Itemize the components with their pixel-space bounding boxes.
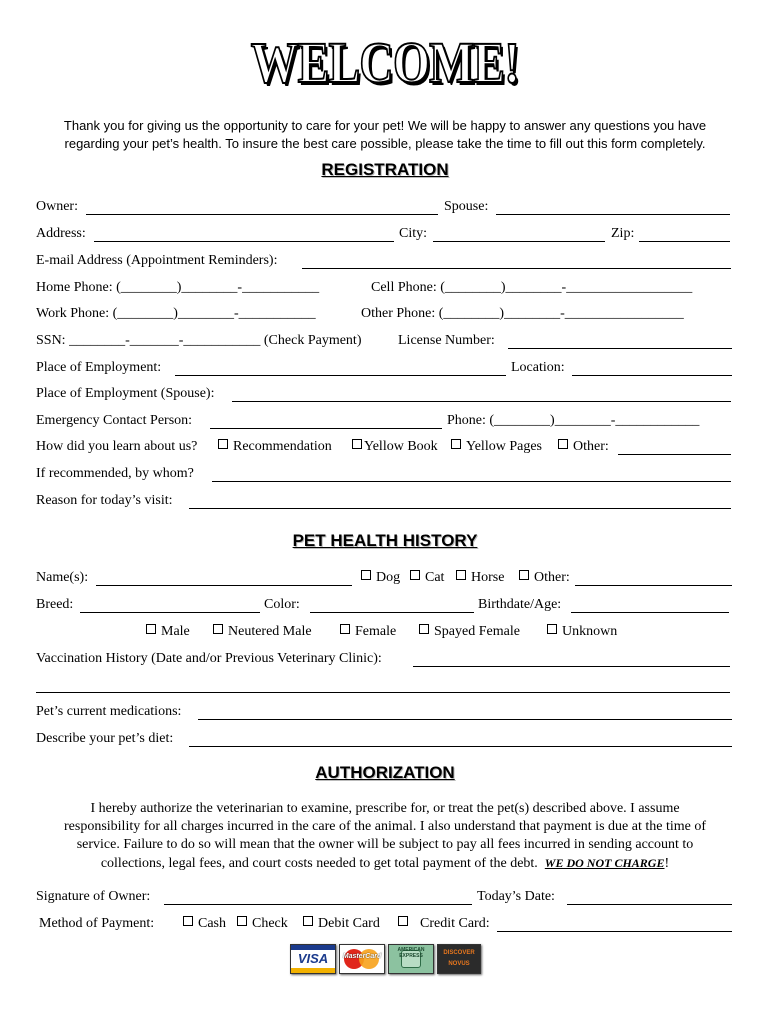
intro-line-2: regarding your pet’s health. To insure the best care possible, please take the time to fill out this form completely.: [64, 136, 706, 151]
breed-field[interactable]: [80, 612, 260, 613]
diet-field[interactable]: [189, 746, 732, 747]
location-label: Location:: [511, 360, 565, 375]
checkbox[interactable]: [410, 570, 420, 580]
pet-health-title: PET HEALTH HISTORY: [292, 531, 478, 550]
address-label: Address:: [36, 226, 86, 241]
zip-label: Zip:: [611, 226, 635, 241]
cell-phone-field[interactable]: Cell Phone: (________)________-__________________: [371, 280, 693, 295]
email-label: E-mail Address (Appointment Reminders):: [36, 253, 278, 268]
checkbox[interactable]: [547, 624, 557, 634]
vaccination-field-line-2[interactable]: [36, 692, 730, 693]
license-label: License Number:: [398, 333, 495, 348]
checkbox[interactable]: [398, 916, 408, 926]
sex-spayed-female[interactable]: Spayed Female: [419, 624, 520, 640]
checkbox[interactable]: [237, 916, 247, 926]
sex-male[interactable]: Male: [146, 624, 190, 640]
checkbox[interactable]: [183, 916, 193, 926]
discover-card-icon: DISCOVER NOVUS: [437, 944, 481, 974]
payment-credit-card[interactable]: Credit Card:: [398, 916, 490, 932]
authorization-line-2: responsibility for all charges incurred in the care of the animal. I also understand that payment is due at the time of: [64, 819, 706, 834]
sex-female[interactable]: Female: [340, 624, 396, 640]
checkbox[interactable]: [451, 439, 461, 449]
medications-label: Pet’s current medications:: [36, 704, 182, 719]
species-horse[interactable]: Horse: [456, 570, 504, 586]
registration-title: REGISTRATION: [321, 160, 449, 179]
zip-field[interactable]: [639, 241, 730, 242]
checkbox[interactable]: [519, 570, 529, 580]
checkbox[interactable]: [146, 624, 156, 634]
employment-field[interactable]: [175, 375, 506, 376]
reason-label: Reason for today’s visit:: [36, 493, 173, 508]
color-label: Color:: [264, 597, 300, 612]
authorization-line-3: service. Failure to do so will mean that the owner will be subject to pay all fees incurred in sending account to: [76, 837, 694, 852]
checkbox[interactable]: [352, 439, 362, 449]
spouse-label: Spouse:: [444, 199, 489, 214]
date-label: Today’s Date:: [477, 889, 555, 904]
checkbox[interactable]: [218, 439, 228, 449]
learn-other-field[interactable]: [618, 454, 731, 455]
emergency-contact-field[interactable]: [210, 428, 442, 429]
recommended-by-field[interactable]: [212, 481, 731, 482]
learn-option-recommendation[interactable]: Recommendation: [218, 439, 332, 455]
employment-spouse-label: Place of Employment (Spouse):: [36, 386, 215, 401]
vaccination-label: Vaccination History (Date and/or Previous Veterinary Clinic):: [36, 651, 382, 666]
address-field[interactable]: [94, 241, 394, 242]
owner-label: Owner:: [36, 199, 78, 214]
mastercard-card-icon: MasterCard: [339, 944, 385, 974]
ssn-field[interactable]: SSN: ________-_______-___________ (Check Payment): [36, 333, 362, 348]
checkbox[interactable]: [558, 439, 568, 449]
payment-check[interactable]: Check: [237, 916, 288, 932]
learn-option-yellow-book[interactable]: Yellow Book: [352, 439, 438, 455]
birthdate-label: Birthdate/Age:: [478, 597, 562, 612]
authorization-line-4: collections, legal fees, and court costs needed to get total payment of the debt. WE DO NOT CHARGE!: [100, 856, 670, 871]
diet-label: Describe your pet’s diet:: [36, 731, 174, 746]
authorization-line-1: I hereby authorize the veterinarian to examine, prescribe for, or treat the pet(s) described above. I assume: [90, 801, 680, 816]
species-dog[interactable]: Dog: [361, 570, 400, 586]
sex-neutered-male[interactable]: Neutered Male: [213, 624, 312, 640]
city-field[interactable]: [433, 241, 605, 242]
spouse-field[interactable]: [496, 214, 730, 215]
payment-cash[interactable]: Cash: [183, 916, 226, 932]
species-other-field[interactable]: [575, 585, 732, 586]
city-label: City:: [399, 226, 428, 241]
checkbox[interactable]: [340, 624, 350, 634]
authorization-paragraph: [34, 800, 736, 873]
learn-option-other[interactable]: Other:: [558, 439, 609, 455]
work-phone-field[interactable]: Work Phone: (________)________-___________: [36, 306, 316, 321]
emergency-phone-field[interactable]: Phone: (________)________-____________: [447, 413, 700, 428]
intro-line-1: Thank you for giving us the opportunity to care for your pet! We will be happy to answer any questions you have: [63, 118, 707, 133]
intro-text: [20, 117, 750, 153]
visa-card-icon: VISA: [290, 944, 336, 974]
other-phone-field[interactable]: Other Phone: (________)________-_________________: [361, 306, 684, 321]
checkbox[interactable]: [303, 916, 313, 926]
date-field[interactable]: [567, 904, 732, 905]
medications-field[interactable]: [198, 719, 732, 720]
emergency-contact-label: Emergency Contact Person:: [36, 413, 193, 428]
license-field[interactable]: [508, 348, 732, 349]
reason-field[interactable]: [189, 508, 731, 509]
checkbox[interactable]: [213, 624, 223, 634]
owner-field[interactable]: [86, 214, 438, 215]
signature-label: Signature of Owner:: [36, 889, 151, 904]
payment-label: Method of Payment:: [39, 916, 155, 931]
welcome-heading: WELCOME!: [250, 30, 520, 95]
learn-label: How did you learn about us?: [36, 439, 198, 454]
checkbox[interactable]: [456, 570, 466, 580]
location-field[interactable]: [572, 375, 732, 376]
recommended-by-label: If recommended, by whom?: [36, 466, 194, 481]
employment-spouse-field[interactable]: [232, 401, 731, 402]
home-phone-field[interactable]: Home Phone: (________)________-___________: [36, 280, 320, 295]
authorization-title: AUTHORIZATION: [315, 763, 455, 782]
checkbox[interactable]: [361, 570, 371, 580]
sex-unknown[interactable]: Unknown: [547, 624, 617, 640]
breed-label: Breed:: [36, 597, 74, 612]
payment-debit-card[interactable]: Debit Card: [303, 916, 380, 932]
color-field[interactable]: [310, 612, 474, 613]
birthdate-field[interactable]: [571, 612, 729, 613]
amex-card-icon: AMERICAN EXPRESS: [388, 944, 434, 974]
credit-card-field[interactable]: [497, 931, 732, 932]
vaccination-field[interactable]: [413, 666, 730, 667]
email-field[interactable]: [302, 268, 731, 269]
pet-names-label: Name(s):: [36, 570, 89, 585]
species-cat[interactable]: Cat: [410, 570, 444, 586]
employment-label: Place of Employment:: [36, 360, 162, 375]
no-charge-note: WE DO NOT CHARGE: [544, 856, 665, 870]
species-other[interactable]: Other:: [519, 570, 570, 586]
learn-option-yellow-pages[interactable]: Yellow Pages: [451, 439, 542, 455]
signature-field[interactable]: [164, 904, 472, 905]
checkbox[interactable]: [419, 624, 429, 634]
pet-names-field[interactable]: [96, 585, 352, 586]
